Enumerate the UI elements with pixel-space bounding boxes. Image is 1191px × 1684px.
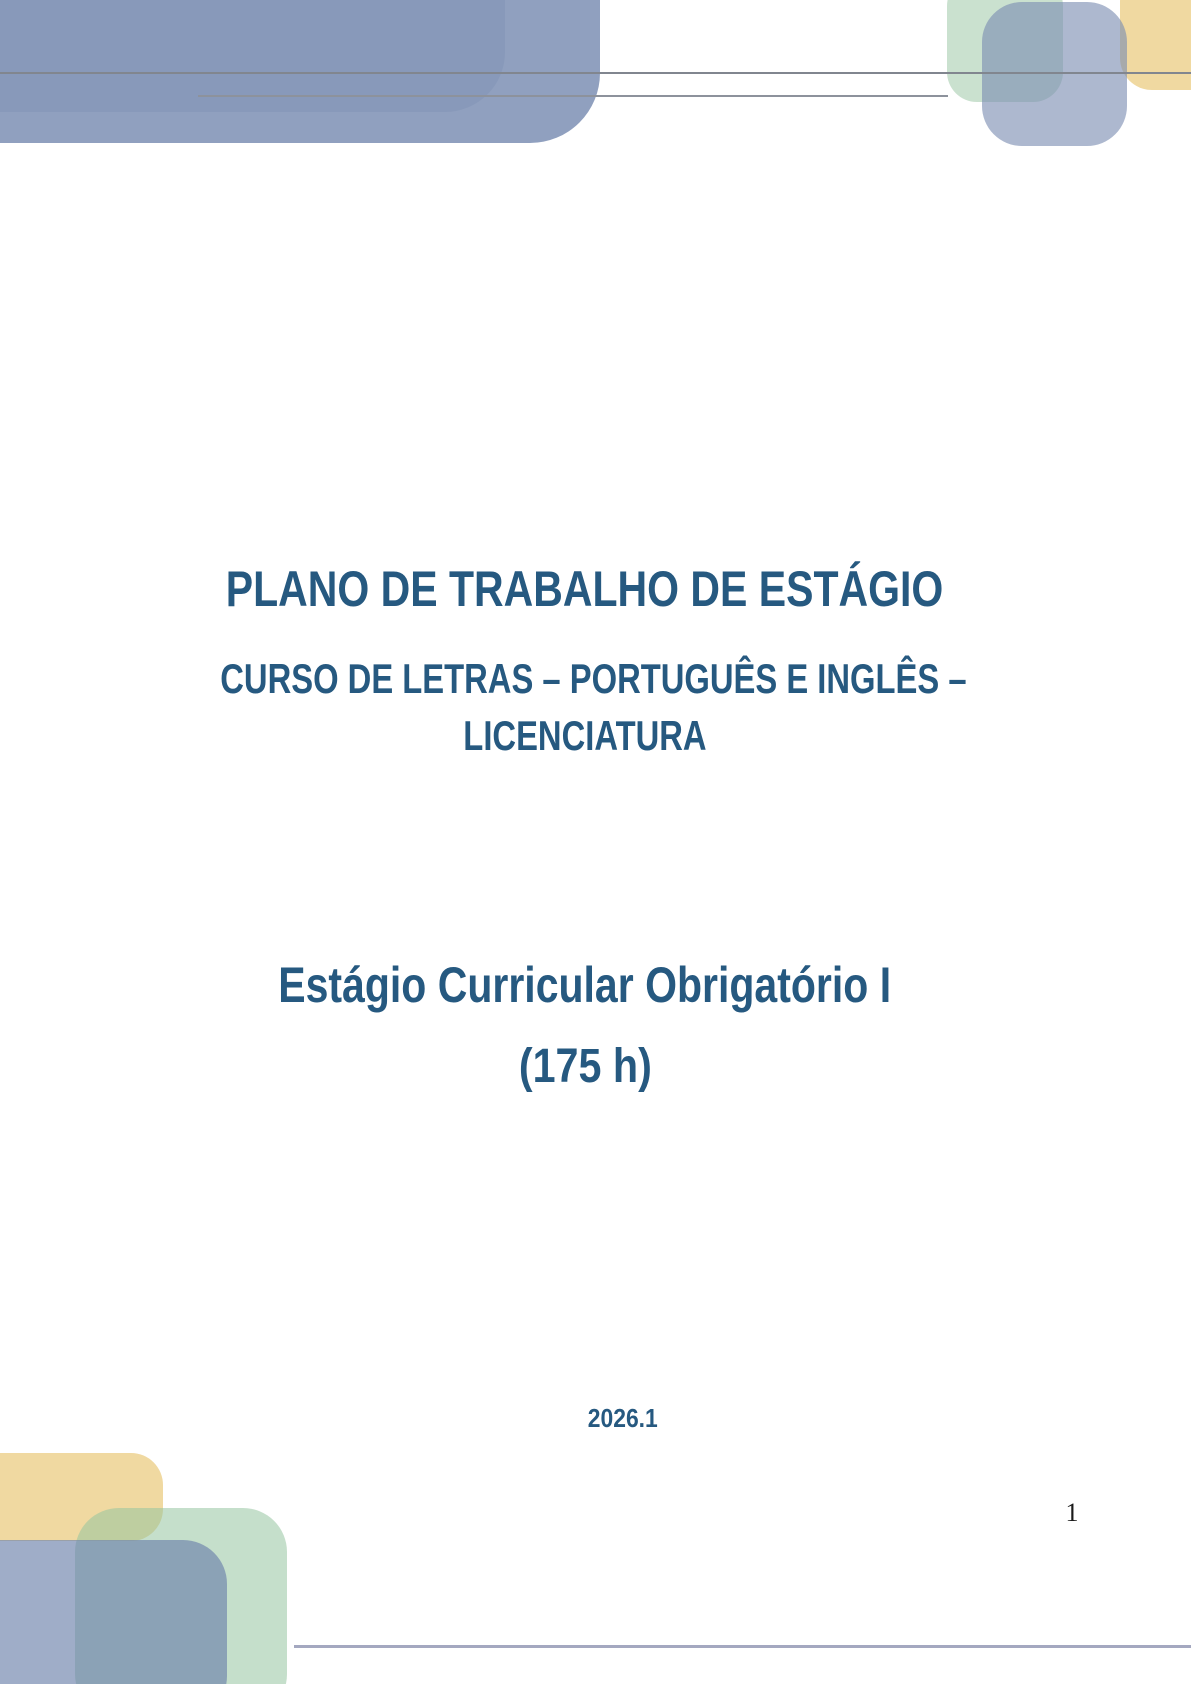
header-rule-line-lower [198, 95, 948, 97]
document-subtitle [115, 650, 1055, 764]
footer-rule-line [294, 1645, 1191, 1648]
term-label [153, 1402, 1093, 1434]
hours-label [115, 1038, 1055, 1096]
document-title [115, 560, 1055, 618]
document-subtitle-line-2: LICENCIATURA [463, 712, 707, 759]
header-rule-line-upper [0, 72, 1191, 74]
page-number: 1 [1065, 1498, 1079, 1527]
decor-rounded-square-bottom-left-blue [0, 1540, 227, 1684]
program-title-text: Estágio Curricular Obrigatório I [278, 957, 892, 1013]
hours-label-text: (175 h) [518, 1040, 652, 1093]
program-title [115, 956, 1055, 1014]
term-label-text: 2026.1 [588, 1403, 658, 1433]
document-title-text: PLANO DE TRABALHO DE ESTÁGIO [226, 561, 944, 617]
document-subtitle-line-1: CURSO DE LETRAS – PORTUGUÊS E INGLÊS – [220, 655, 967, 702]
decor-rounded-square-top-right-yellow [1120, 0, 1191, 90]
decor-rounded-square-top-right-blue [982, 2, 1127, 146]
